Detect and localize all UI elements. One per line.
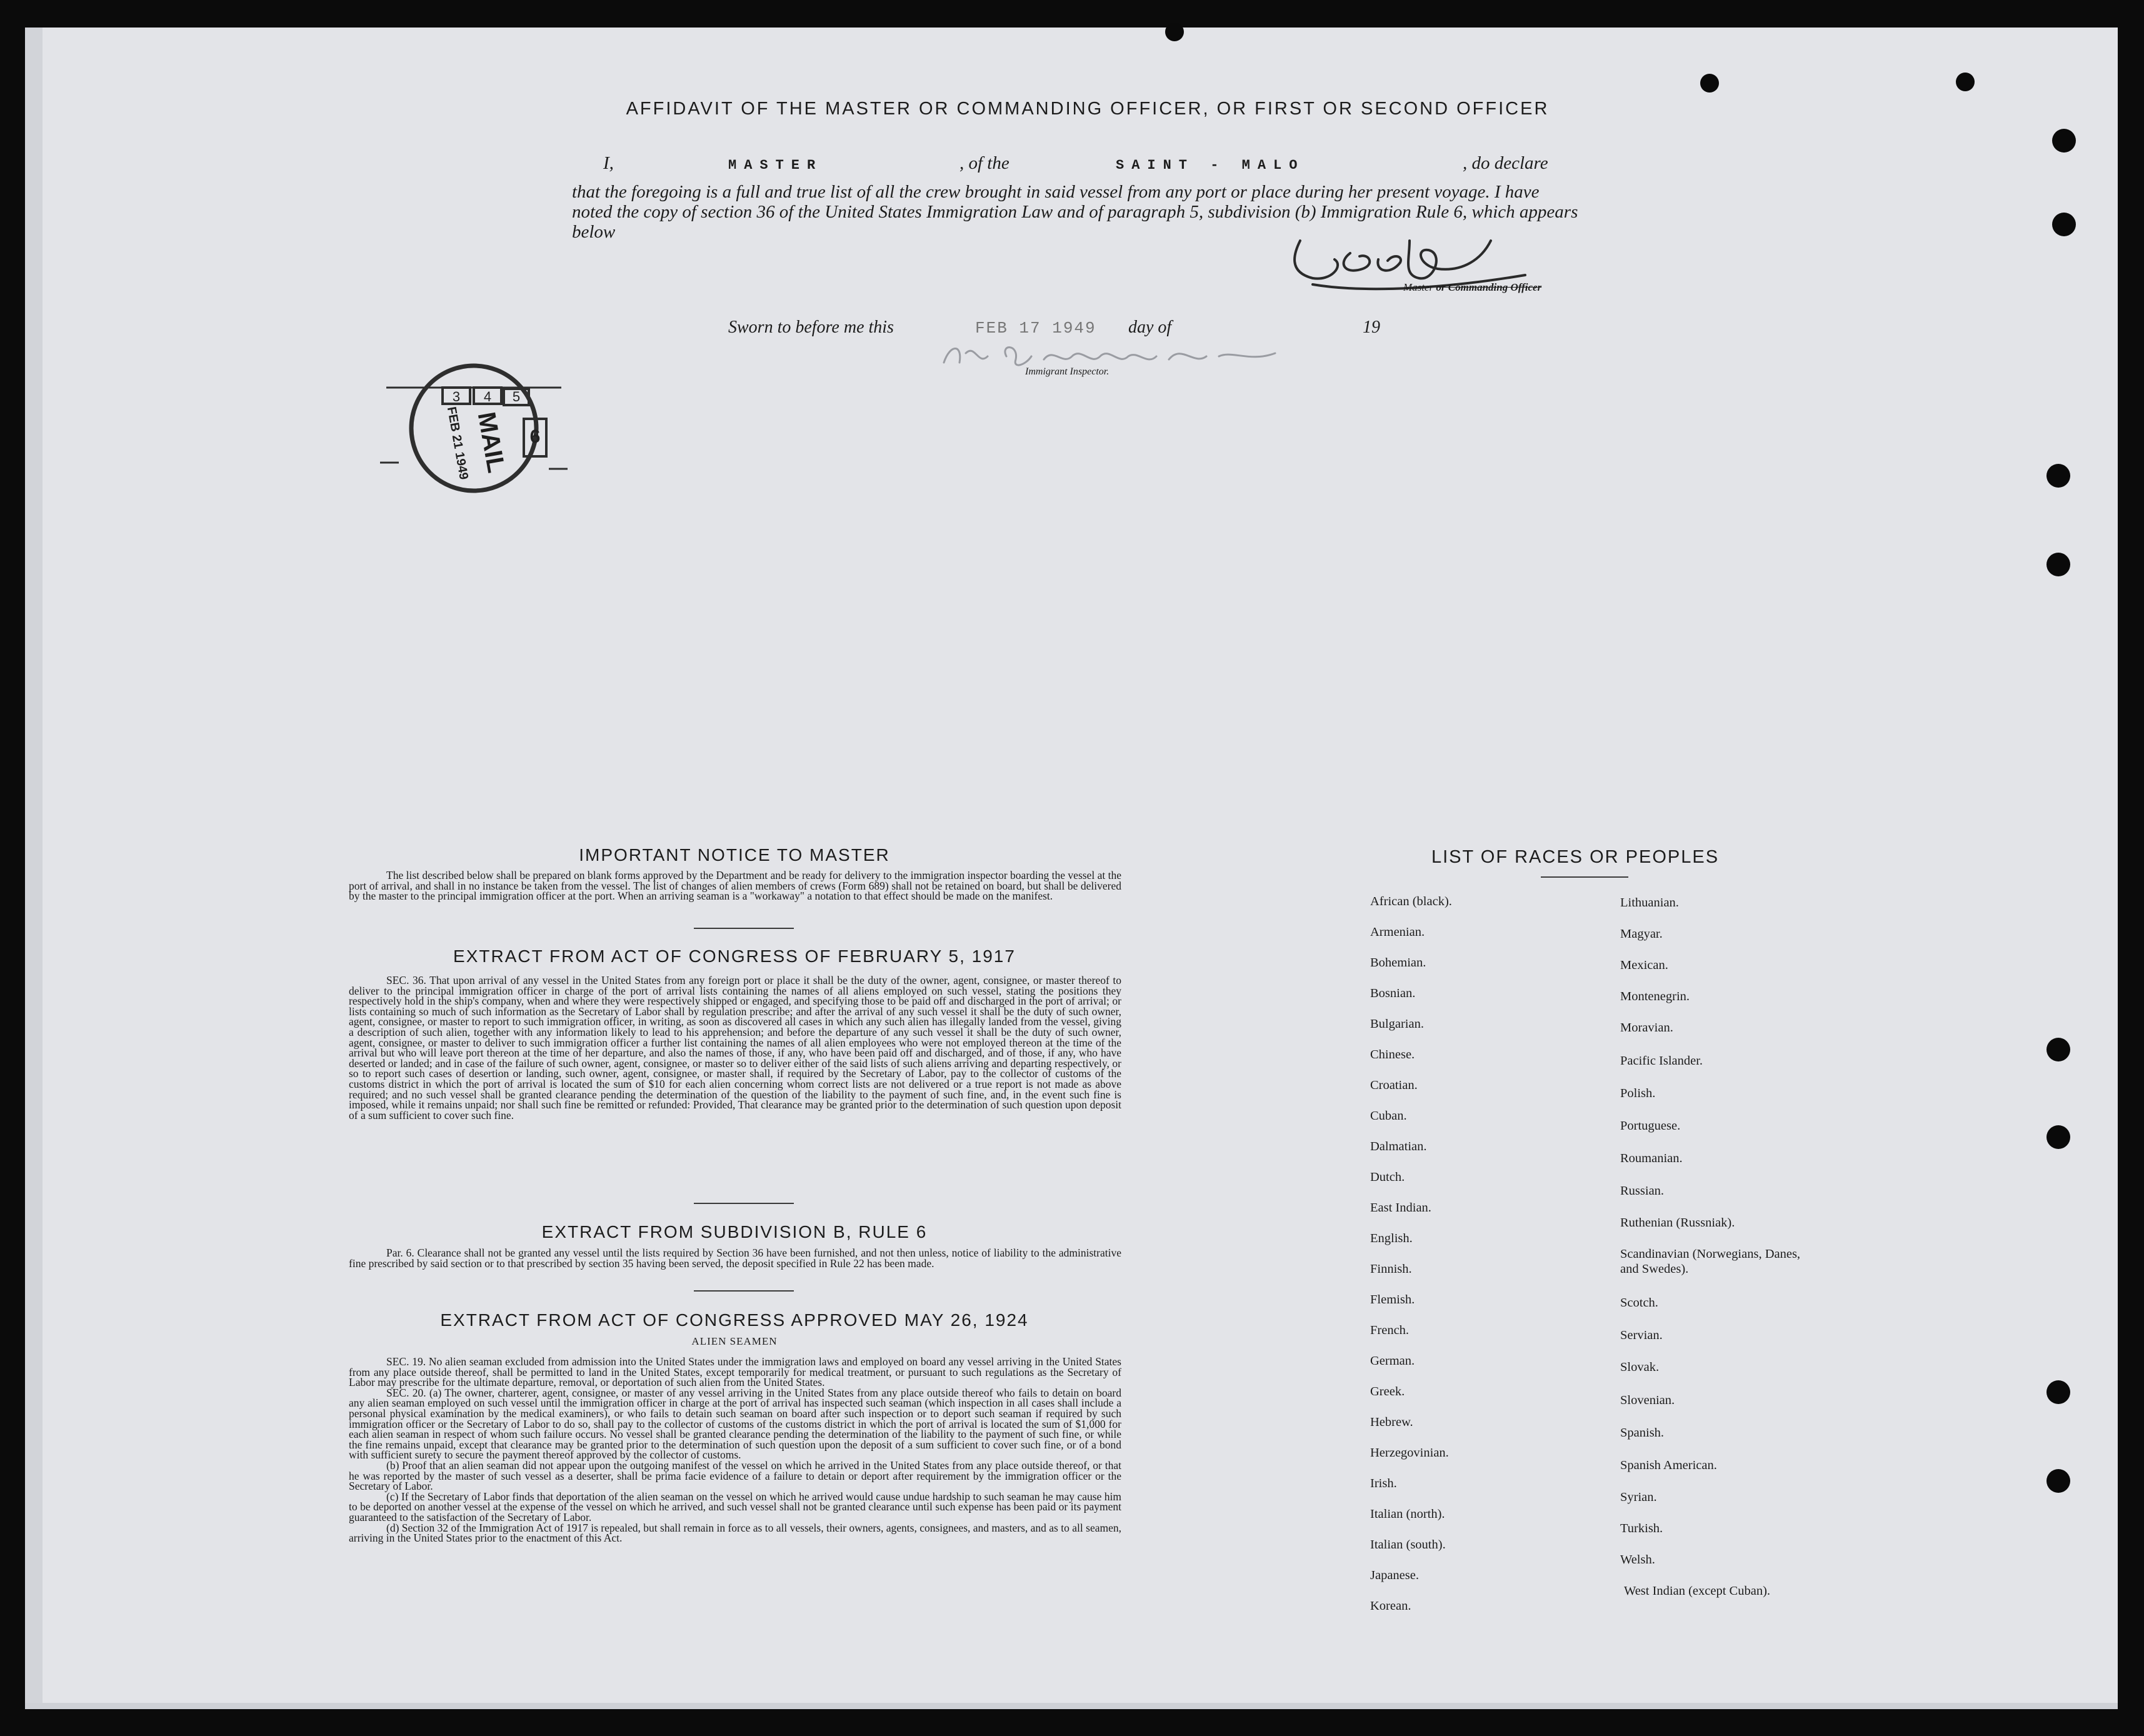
punch-hole bbox=[2052, 129, 2076, 153]
act1924-title: EXTRACT FROM ACT OF CONGRESS APPROVED MAY 26, 1924 bbox=[440, 1310, 1029, 1330]
races-title: LIST OF RACES OR PEOPLES bbox=[1431, 847, 1720, 867]
punch-hole bbox=[1700, 74, 1719, 93]
race-item: African (black). bbox=[1370, 895, 1452, 908]
sworn-date-stamp: FEB 17 1949 bbox=[975, 319, 1096, 338]
of-the-text: , of the bbox=[959, 153, 1009, 173]
race-item: Magyar. bbox=[1620, 927, 1663, 941]
divider bbox=[694, 1290, 794, 1292]
postmark-number: 3 bbox=[452, 389, 461, 404]
race-item: Bulgarian. bbox=[1370, 1017, 1424, 1031]
notice-title: IMPORTANT NOTICE TO MASTER bbox=[579, 845, 890, 865]
race-item: Irish. bbox=[1370, 1477, 1397, 1490]
race-item: East Indian. bbox=[1370, 1201, 1431, 1215]
race-item: Portuguese. bbox=[1620, 1119, 1681, 1133]
postmark-number: 6 bbox=[529, 426, 541, 447]
race-item: Mexican. bbox=[1620, 958, 1668, 972]
mail-postmark bbox=[374, 350, 574, 506]
race-item: Korean. bbox=[1370, 1599, 1411, 1613]
race-item: Japanese. bbox=[1370, 1568, 1419, 1582]
vessel-name-field: SAINT - MALO bbox=[1116, 158, 1305, 173]
race-item: Syrian. bbox=[1620, 1490, 1657, 1504]
race-item: Scandinavian (Norwegians, Danes, and Swedes). bbox=[1620, 1247, 1801, 1276]
struck-title: or Commanding Officer bbox=[1436, 281, 1542, 293]
sworn-text: Sworn to before me this bbox=[728, 318, 894, 337]
master-signature-line bbox=[1403, 281, 1541, 294]
punch-hole bbox=[2046, 1125, 2070, 1149]
affidavit-title: AFFIDAVIT OF THE MASTER OR COMMANDING OFFICER, OR FIRST OR SECOND OFFICER bbox=[626, 99, 1550, 119]
act1924-text: SEC. 19. No alien seaman excluded from admission into the United States under the immigration laws and employed on board any vessel arriving in the United States from any place outside thereof, shall be permitted to land in the United States, except temporarily for medical treatment, or pursuant to such regulations as the Secretary of Labor may prescribe for the ultimate departure, removal, or deportation of such alien from the United States. SEC. 20. (a) The owner, charterer, agent, consignee, or master of any vessel arriving in the United States from any place outside thereof who fails to detain on board any alien seaman employed on such vessel until the immigration officer in charge at the port of arrival has inspected such seaman (which inspection in all cases shall include a personal physical examination by the medical examiners), or who fails to detain such seaman on board after such inspection or to deport such seaman if required by such immigration officer or the Secretary of Labor to do so, shall pay to the collector of customs of the customs district in which the port of arrival is located the sum of $1,000 for each alien seaman in respect of whom such failure occurs. No vessel shall be granted clearance pending the determination of the liability to the payment of such fine, or while the fine remains unpaid, except that clearance may be granted prior to the determination of such question upon the deposit of a sum sufficient to cover such fine, or of a bond with sufficient surety to secure the payment thereof approved by the collector of customs. (b) Proof that an alien seaman did not appear upon the outgoing manifest of the vessel on which he arrived in the United States from any place outside thereof, or that he was reported by the master of such vessel as a deserter, shall be prima facie evidence of a failure to detain or deport after requirement by the immigration officer or the Secretary of Labor. (c) If the Secretary of Labor finds that deportation of the alien seaman on the vessel on which he arrived would cause undue hardship to such seaman he may cause him to be deported on another vessel at the expense of the vessel on which he arrived, and such vessel shall not be granted clearance until such expense has been paid or its payment guaranteed to the satisfaction of the Secretary of Labor. (d) Section 32 of the Immigration Act of 1917 is repealed, but shall remain in force as to all vessels, their owners, agents, consignees, and masters, and as to all seamen, arriving in the United States prior to the enactment of this Act. bbox=[349, 1355, 1121, 1545]
race-item: Pacific Islander. bbox=[1620, 1054, 1703, 1068]
master-label: Master bbox=[1403, 281, 1434, 293]
rule6-title: EXTRACT FROM SUBDIVISION B, RULE 6 bbox=[541, 1222, 928, 1242]
race-item: Servian. bbox=[1620, 1328, 1663, 1342]
day-of-text: day of bbox=[1128, 318, 1172, 337]
race-item: Slovenian. bbox=[1620, 1393, 1675, 1407]
race-item: Armenian. bbox=[1370, 925, 1425, 939]
rule6-text: Par. 6. Clearance shall not be granted any vessel until the lists required by Section 36 have been furnished, and not then unless, notice of liability to the administrative fine prescribed by said section or to that prescribed by section 35 having been served, the deposit specified in Rule 22 has been made. bbox=[349, 1247, 1121, 1270]
race-item: Slovak. bbox=[1620, 1360, 1660, 1374]
race-item: West Indian (except Cuban). bbox=[1624, 1584, 1771, 1598]
punch-hole bbox=[2046, 1469, 2070, 1493]
master-name-field: MASTER bbox=[728, 158, 823, 173]
race-item: Greek. bbox=[1370, 1385, 1405, 1398]
divider bbox=[1541, 876, 1628, 878]
act1924-subtitle: ALIEN SEAMEN bbox=[691, 1335, 778, 1347]
race-item: Dutch. bbox=[1370, 1170, 1405, 1184]
race-item: Hebrew. bbox=[1370, 1415, 1413, 1429]
divider bbox=[694, 928, 794, 929]
punch-hole bbox=[2046, 464, 2070, 488]
punch-hole bbox=[2046, 553, 2070, 576]
race-item: Spanish American. bbox=[1620, 1458, 1717, 1472]
punch-hole bbox=[1956, 73, 1975, 91]
race-item: Roumanian. bbox=[1620, 1151, 1683, 1165]
postmark-number: 5 bbox=[512, 389, 521, 404]
do-declare-text: , do declare bbox=[1463, 153, 1548, 173]
page-bottom-edge bbox=[25, 1703, 2118, 1709]
notice-text: The list described below shall be prepared on blank forms approved by the Department and be ready for delivery to the immigration inspector boarding the vessel at the port of arrival, and shall in no instance be taken from the vessel. The list of changes of alien members of crews (Form 689) shall not be retained on board, but shall be delivered by the master to the principal immigration officer at the port. When an arriving seaman is a "workaway" a notation to that effect should be made on the manifest. bbox=[349, 869, 1121, 903]
race-item: German. bbox=[1370, 1354, 1415, 1368]
race-item: Dalmatian. bbox=[1370, 1140, 1427, 1153]
race-item: Herzegovinian. bbox=[1370, 1446, 1449, 1460]
punch-hole bbox=[2052, 213, 2076, 236]
postmark-date: FEB 21 1949 bbox=[444, 406, 471, 481]
race-item: Italian (north). bbox=[1370, 1507, 1445, 1521]
race-item: Welsh. bbox=[1620, 1553, 1655, 1567]
race-item: Ruthenian (Russniak). bbox=[1620, 1216, 1735, 1230]
race-item: Croatian. bbox=[1370, 1078, 1418, 1092]
race-item: Italian (south). bbox=[1370, 1538, 1446, 1552]
race-item: Russian. bbox=[1620, 1184, 1665, 1198]
race-item: Bosnian. bbox=[1370, 986, 1416, 1000]
race-item: Flemish. bbox=[1370, 1293, 1415, 1307]
race-item: Scotch. bbox=[1620, 1296, 1658, 1310]
race-item: English. bbox=[1370, 1232, 1413, 1245]
race-item: Bohemian. bbox=[1370, 956, 1426, 970]
page-left-edge bbox=[25, 28, 43, 1709]
act1917-text: SEC. 36. That upon arrival of any vessel in the United States from any foreign port or place it shall be the duty of the owner, agent, consignee, or master thereof to deliver to the principal immigration officer in charge of the port of arrival lists containing the names of all aliens employed on such vessel, stating the positions they respectively hold in the ship's company, when and where they were respectively shipped or engaged, and specifying those to be paid off and discharged in the port of arrival; or lists containing so much of such information as the Secretary of Labor shall by regulation prescribe; and after the arrival of any such vessel it shall be the duty of such owner, agent, consignee, or master to report to such immigration officer, in writing, as soon as discovered all cases in which any such alien has illegally landed from the vessel, giving a description of such alien, together with any information likely to lead to his apprehension; and before the departure of any such vessel it shall be the duty of such owner, agent, consignee, or master to deliver to such immigration officer a further list containing the names of all alien employees who were not employed thereon at the time of the arrival but who will leave port thereon at the time of her departure, and also the names of those, if any, who have been paid off and discharged, and of those, if any, who have deserted or landed; and in case of the failure of such owner, agent, consignee, or master so to deliver either of the said lists of such aliens arriving and departing respectively, or so to report such cases of desertion or landing, such owner, agent, consignee, or master shall, if required by the Secretary of Labor, pay to the collector of customs of the customs district in which the port of arrival is located the sum of $10 for each alien concerning whom correct lists are not delivered or a true report is not made as above required; and no such vessel shall be granted clearance pending the determination of the question of the liability to the payment of such fine, and, in the event such fine is imposed, while it remains unpaid; nor shall such fine be remitted or refunded: Provided, That clearance may be granted prior to the determination of such question upon deposit of a sum sufficient to cover such fine. bbox=[349, 974, 1121, 1121]
inspector-label: Immigrant Inspector. bbox=[1025, 366, 1110, 377]
race-item: Finnish. bbox=[1370, 1262, 1412, 1276]
postmark-number: 4 bbox=[483, 389, 492, 404]
race-item: Chinese. bbox=[1370, 1048, 1415, 1061]
race-item: Lithuanian. bbox=[1620, 896, 1679, 910]
act1917-title: EXTRACT FROM ACT OF CONGRESS OF FEBRUARY 5, 1917 bbox=[453, 946, 1016, 966]
race-item: Spanish. bbox=[1620, 1426, 1665, 1440]
declaration-text: that the foregoing is a full and true list of all the crew brought in said vessel from any port or place during her present voyage. I have noted the copy of section 36 of the United States Immigration Law and of paragraph 5, subdivision (b) Immigration Rule 6, which appears below bbox=[572, 182, 1578, 242]
divider bbox=[694, 1203, 794, 1204]
race-item: Polish. bbox=[1620, 1086, 1656, 1100]
postmark-word: MAIL bbox=[472, 409, 510, 475]
punch-hole bbox=[2046, 1380, 2070, 1404]
inspector-signature bbox=[938, 338, 1288, 375]
race-item: Montenegrin. bbox=[1620, 990, 1690, 1003]
race-item: Cuban. bbox=[1370, 1109, 1407, 1123]
punch-hole bbox=[1165, 23, 1184, 41]
race-item: Moravian. bbox=[1620, 1021, 1673, 1035]
affidavit-pronoun: I, bbox=[603, 153, 614, 173]
year-prefix: 19 bbox=[1363, 318, 1380, 337]
race-item: French. bbox=[1370, 1323, 1410, 1337]
punch-hole bbox=[2046, 1038, 2070, 1061]
race-item: Turkish. bbox=[1620, 1522, 1663, 1535]
